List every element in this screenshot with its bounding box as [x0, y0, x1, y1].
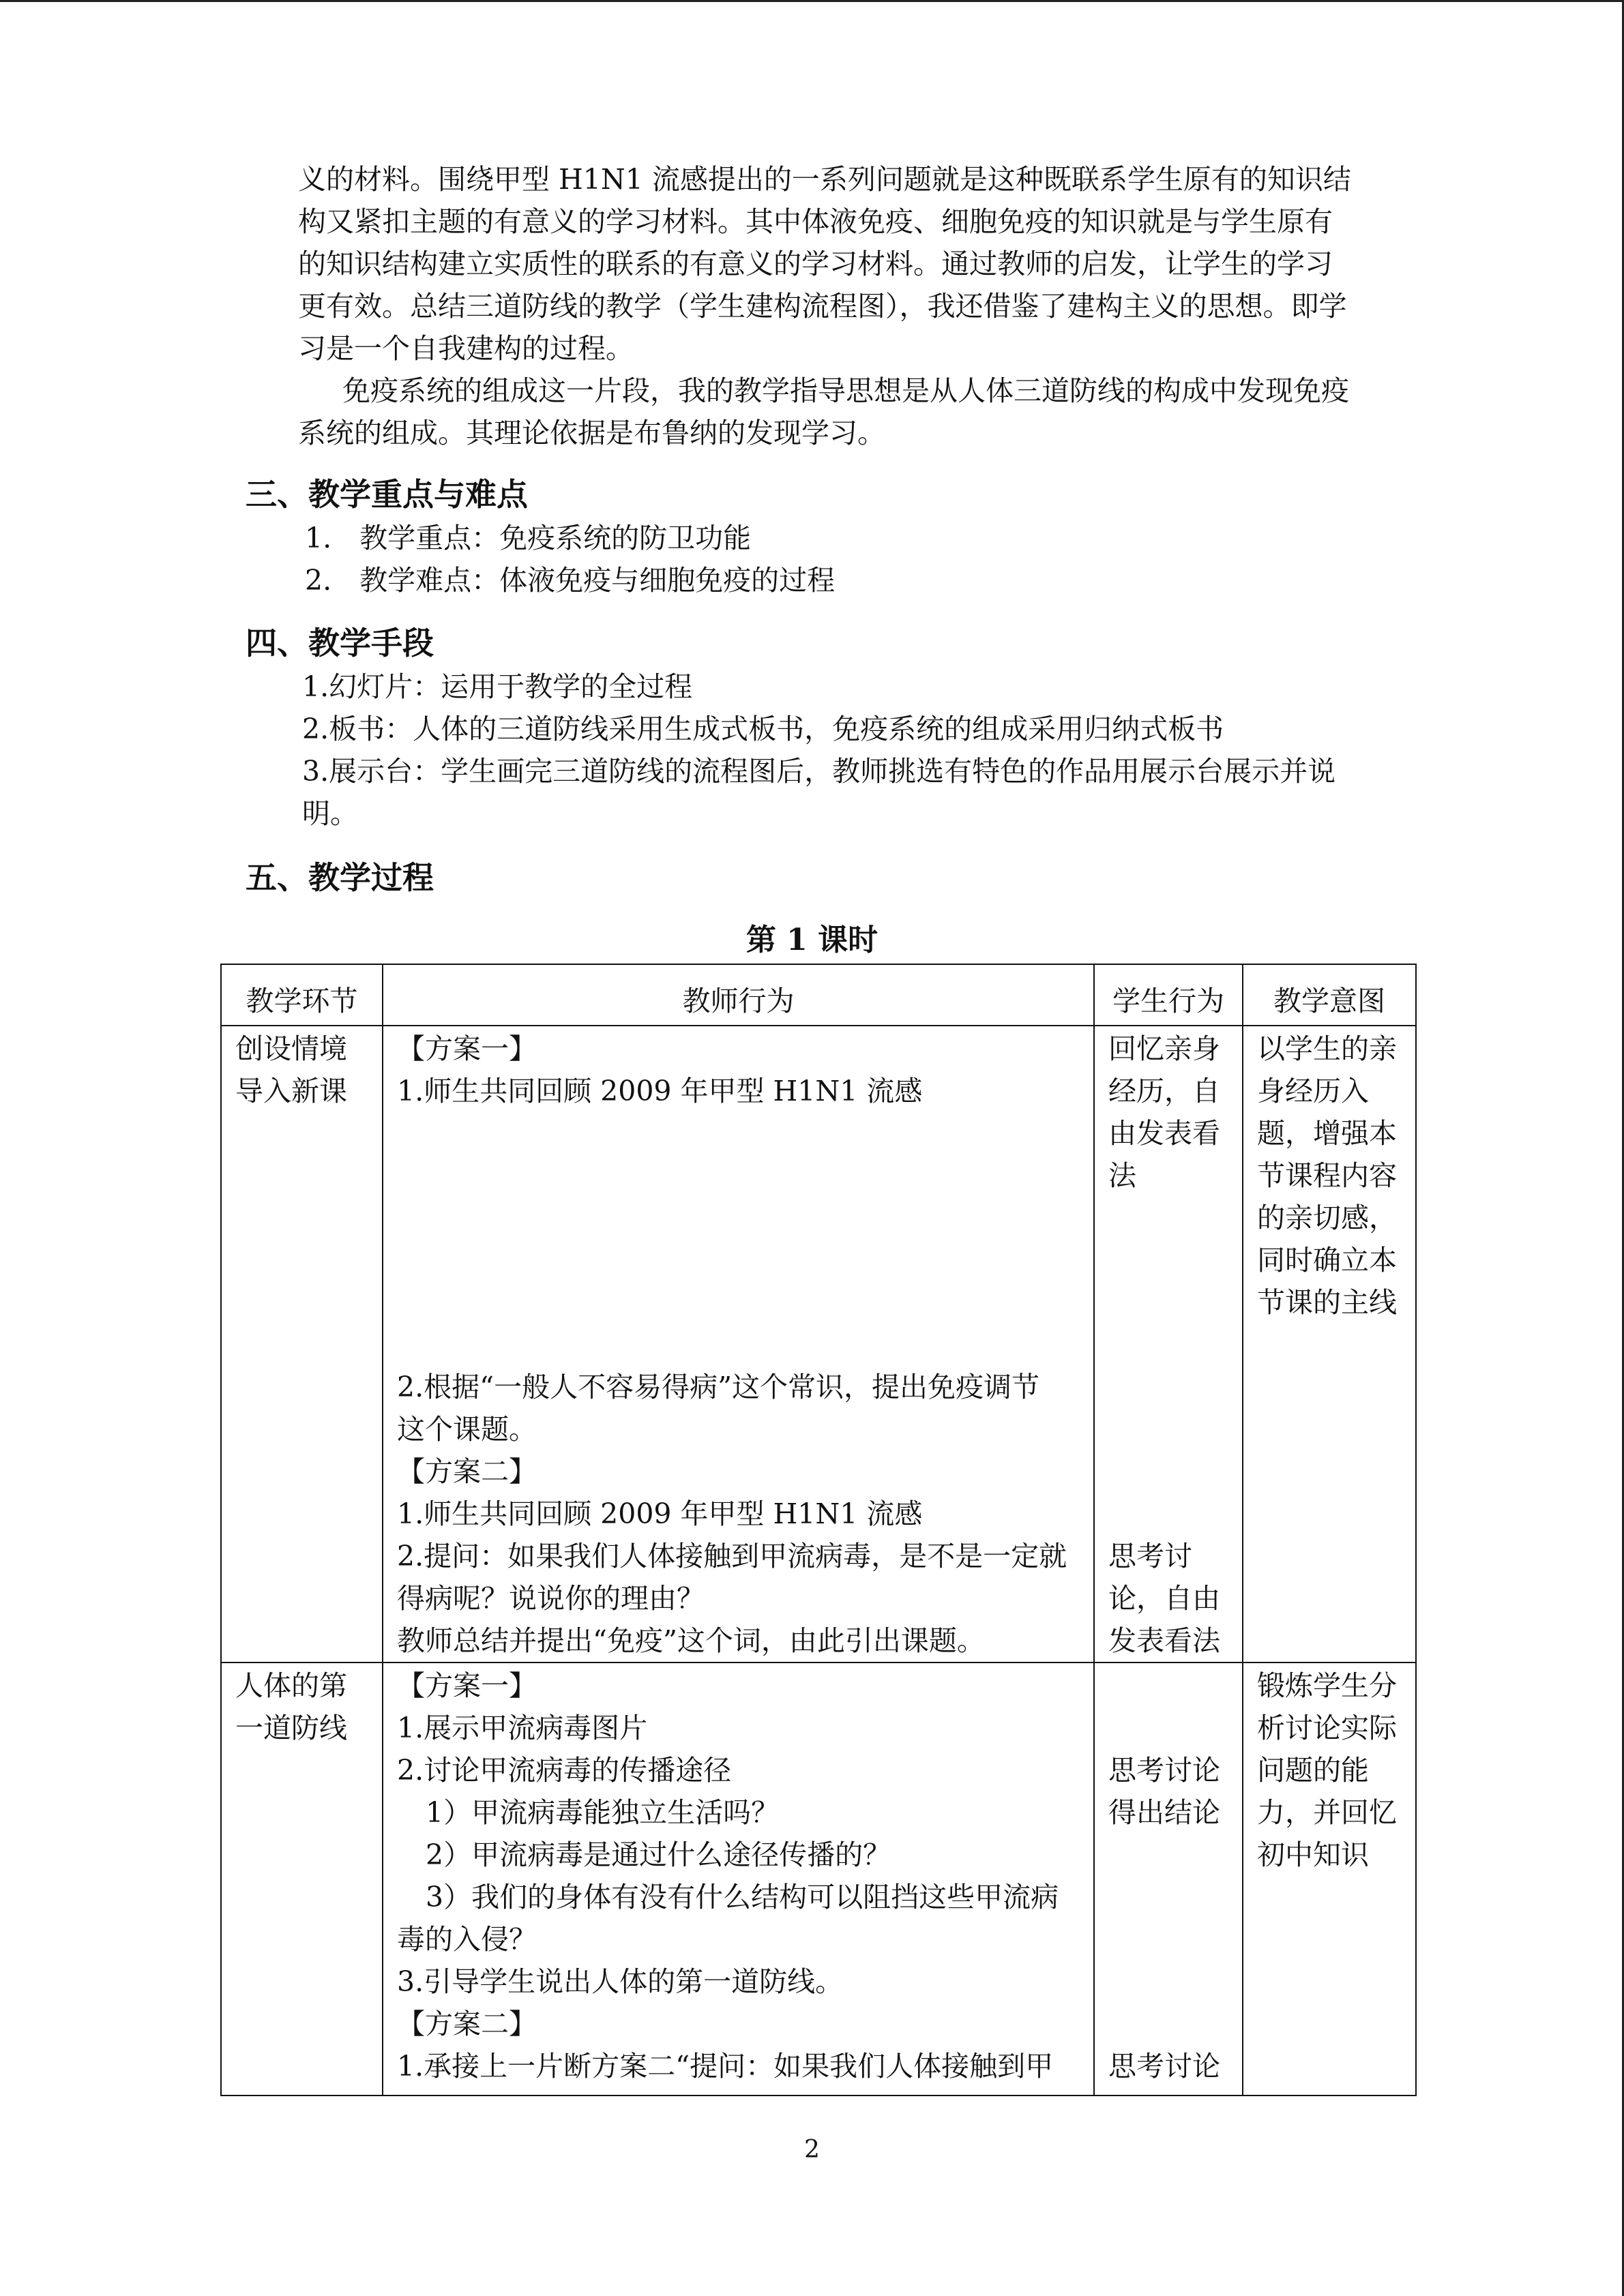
student-cell [1094, 1663, 1243, 2096]
intent-cell [1243, 1663, 1416, 2096]
stage-cell [221, 1663, 383, 2096]
teacher-line: 1）甲流病毒能独立生活吗？ [426, 1796, 780, 1829]
teacher-cell [383, 1026, 1094, 1663]
section-heading: 四、教学手段 [246, 625, 434, 661]
stage-cell [221, 1026, 383, 1663]
header-stage: 教学环节 [221, 964, 383, 1026]
teacher-line: 2）甲流病毒是通过什么途径传播的？ [426, 1838, 891, 1871]
intro-line: 系统的组成。其理论依据是布鲁纳的发现学习。 [298, 417, 885, 449]
teacher-line: 1.展示甲流病毒图片 [397, 1712, 648, 1744]
student-text: 思考讨论 [1108, 2050, 1220, 2083]
intent-text: 以学生的亲身经历入题，增强本节课程内容的亲切感，同时确立本节课的主线 [1257, 1032, 1397, 1319]
top-border [0, 0, 1624, 2]
header-intent: 教学意图 [1243, 964, 1416, 1026]
teacher-line: 2.根据“一般人不容易得病”这个常识，提出免疫调节 [397, 1371, 1040, 1403]
list-item: 2.板书：人体的三道防线采用生成式板书，免疫系统的组成采用归纳式板书 [302, 713, 1224, 745]
teacher-line: 【方案一】 [397, 1669, 537, 1702]
lesson-table [220, 964, 1417, 2096]
teacher-line: 毒的入侵？ [397, 1923, 537, 1956]
list-item: 3.展示台：学生画完三道防线的流程图后，教师挑选有特色的作品用展示台展示并说 [302, 755, 1336, 788]
teacher-line: 1.师生共同回顾 2009 年甲型 H1N1 流感 [397, 1075, 923, 1107]
table-row [221, 1026, 1416, 1663]
intro-line: 免疫系统的组成这一片段，我的教学指导思想是从人体三道防线的构成中发现免疫 [342, 374, 1349, 407]
stage-text: 创设情境导入新课 [235, 1032, 347, 1107]
table-header-row [221, 964, 1416, 1026]
teacher-line: 1.师生共同回顾 2009 年甲型 H1N1 流感 [397, 1497, 923, 1530]
header-student: 学生行为 [1094, 964, 1243, 1026]
intent-cell [1243, 1026, 1416, 1663]
intro-line: 的知识结构建立实质性的联系的有意义的学习材料。通过教师的启发，让学生的学习 [298, 248, 1333, 280]
section-heading: 三、教学重点与难点 [246, 476, 528, 513]
student-text: 思考讨论，自由发表看法 [1108, 1540, 1220, 1657]
teacher-line: 教师总结并提出“免疫”这个词，由此引出课题。 [397, 1624, 985, 1657]
page-number: 2 [804, 2136, 820, 2164]
student-cell [1094, 1026, 1243, 1663]
header-teacher: 教师行为 [383, 964, 1094, 1026]
list-item: 2. 教学难点：体液免疫与细胞免疫的过程 [305, 564, 836, 597]
list-item: 1.幻灯片：运用于教学的全过程 [302, 670, 693, 703]
list-item: 明。 [302, 797, 358, 830]
teacher-line: 这个课题。 [397, 1413, 537, 1446]
teacher-line: 得病呢？说说你的理由？ [397, 1582, 705, 1615]
teacher-line: 2.讨论甲流病毒的传播途径 [397, 1754, 732, 1787]
teacher-cell [383, 1663, 1094, 2096]
teacher-line: 【方案一】 [397, 1032, 537, 1065]
list-item: 1. 教学重点：免疫系统的防卫功能 [305, 522, 752, 554]
table-caption: 第 1 课时 [745, 923, 879, 957]
stage-text: 人体的第一道防线 [235, 1669, 347, 1744]
intro-line: 构又紧扣主题的有意义的学习材料。其中体液免疫、细胞免疫的知识就是与学生原有 [298, 205, 1333, 238]
teacher-line: 1.承接上一片断方案二“提问：如果我们人体接触到甲 [397, 2050, 1054, 2083]
table-row [221, 1663, 1416, 2096]
intro-line: 义的材料。围绕甲型 H1N1 流感提出的一系列问题就是这种既联系学生原有的知识结 [298, 163, 1351, 196]
teacher-line: 3）我们的身体有没有什么结构可以阻挡这些甲流病 [426, 1881, 1059, 1913]
teacher-line: 【方案二】 [397, 1455, 537, 1488]
intro-line: 更有效。总结三道防线的教学（学生建构流程图），我还借鉴了建构主义的思想。即学 [298, 290, 1347, 323]
teacher-line: 2.提问：如果我们人体接触到甲流病毒，是不是一定就 [397, 1540, 1067, 1572]
teacher-line: 3.引导学生说出人体的第一道防线。 [397, 1965, 844, 1998]
section-heading: 五、教学过程 [246, 859, 434, 896]
student-text: 思考讨论得出结论 [1108, 1754, 1220, 1829]
student-text: 回忆亲身经历，自由发表看法 [1108, 1032, 1220, 1192]
teacher-line: 【方案二】 [397, 2008, 537, 2040]
intent-text: 锻炼学生分析讨论实际问题的能力，并回忆初中知识 [1257, 1669, 1397, 1871]
intro-line: 习是一个自我建构的过程。 [298, 332, 634, 365]
